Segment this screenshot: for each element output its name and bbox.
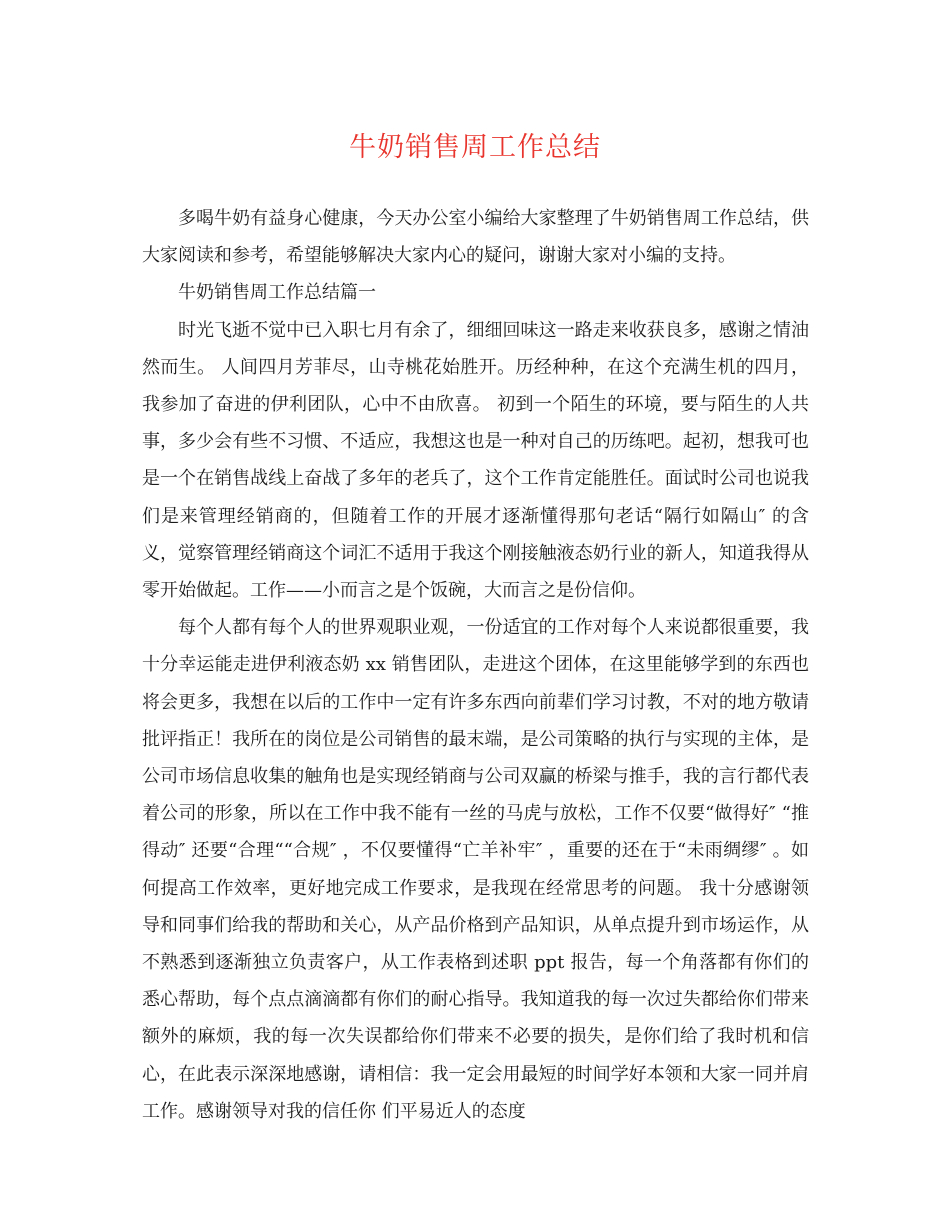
body-paragraph-2: 每个人都有每个人的世界观职业观，一份适宜的工作对每个人来说都很重要，我十分幸运能走进伊利液态奶 xx 销售团队，走进这个团体，在这里能够学到的东西也将会更多，我想在以后的工作中一定有许多东西向前辈们学习讨教，不对的地方敬请批评指正！我所在的岗位是公司销售的最末端，是公司策略的执行与实现的主体，是公司市场信息收集的触角也是实现经销商与公司双赢的桥梁与推手，我的言行都代表着公司的形象，所以在工作中我不能有一丝的马虎与放松，工作不仅要“做得好″ “推得动″ 还要“合理““合规″ ，不仅要懂得“亡羊补牢″ ，重要的还在于“未雨绸缪″ 。如何提高工作效率，更好地完成工作要求，是我现在经常思考的问题。 我十分感谢领导和同事们给我的帮助和关心，从产品价格到产品知识，从单点提升到市场运作，从不熟悉到逐渐独立负责客户，从工作表格到述职 ppt 报告，每一个角落都有你们的悉心帮助，每个点点滴滴都有你们的耐心指导。我知道我的每一次过失都给你们带来额外的麻烦，我的每一次失误都给你们带来不必要的损失，是你们给了我时机和信心，在此表示深深地感谢，请相信：我一定会用最短的时间学好本领和大家一同并肩工作。感谢领导对我的信任你 们平易近人的态度 <box>142 617 809 1122</box>
body-paragraph-1: 时光飞逝不觉中已入职七月有余了，细细回味这一路走来收获良多，感谢之情油然而生。 人间四月芳菲尽，山寺桃花始胜开。历经种种，在这个充满生机的四月，我参加了奋进的伊利团队，心中不由欣喜。 初到一个陌生的环境，要与陌生的人共事，多少会有些不习惯、不适应，我想这也是一种对自己的历练吧。起初，想我可也是一个在销售战线上奋战了多年的老兵了，这个工作肯定能胜任。面试时公司也说我们是来管理经销商的，但随着工作的开展才逐渐懂得那句老话“隔行如隔山″ 的含义，觉察管理经销商这个词汇不适用于我这个刚接触液态奶行业的新人，知道我得从零开始做起。工作——小而言之是个饭碗，大而言之是份信仰。 <box>142 319 809 602</box>
document-body <box>142 200 809 1130</box>
page-title: 牛奶销售周工作总结 <box>349 132 601 163</box>
section-heading: 牛奶销售周工作总结篇一 <box>178 282 376 304</box>
intro-paragraph: 多喝牛奶有益身心健康，今天办公室小编给大家整理了牛奶销售周工作总结，供大家阅读和参考，希望能够解决大家内心的疑问，谢谢大家对小编的支持。 <box>142 208 809 267</box>
